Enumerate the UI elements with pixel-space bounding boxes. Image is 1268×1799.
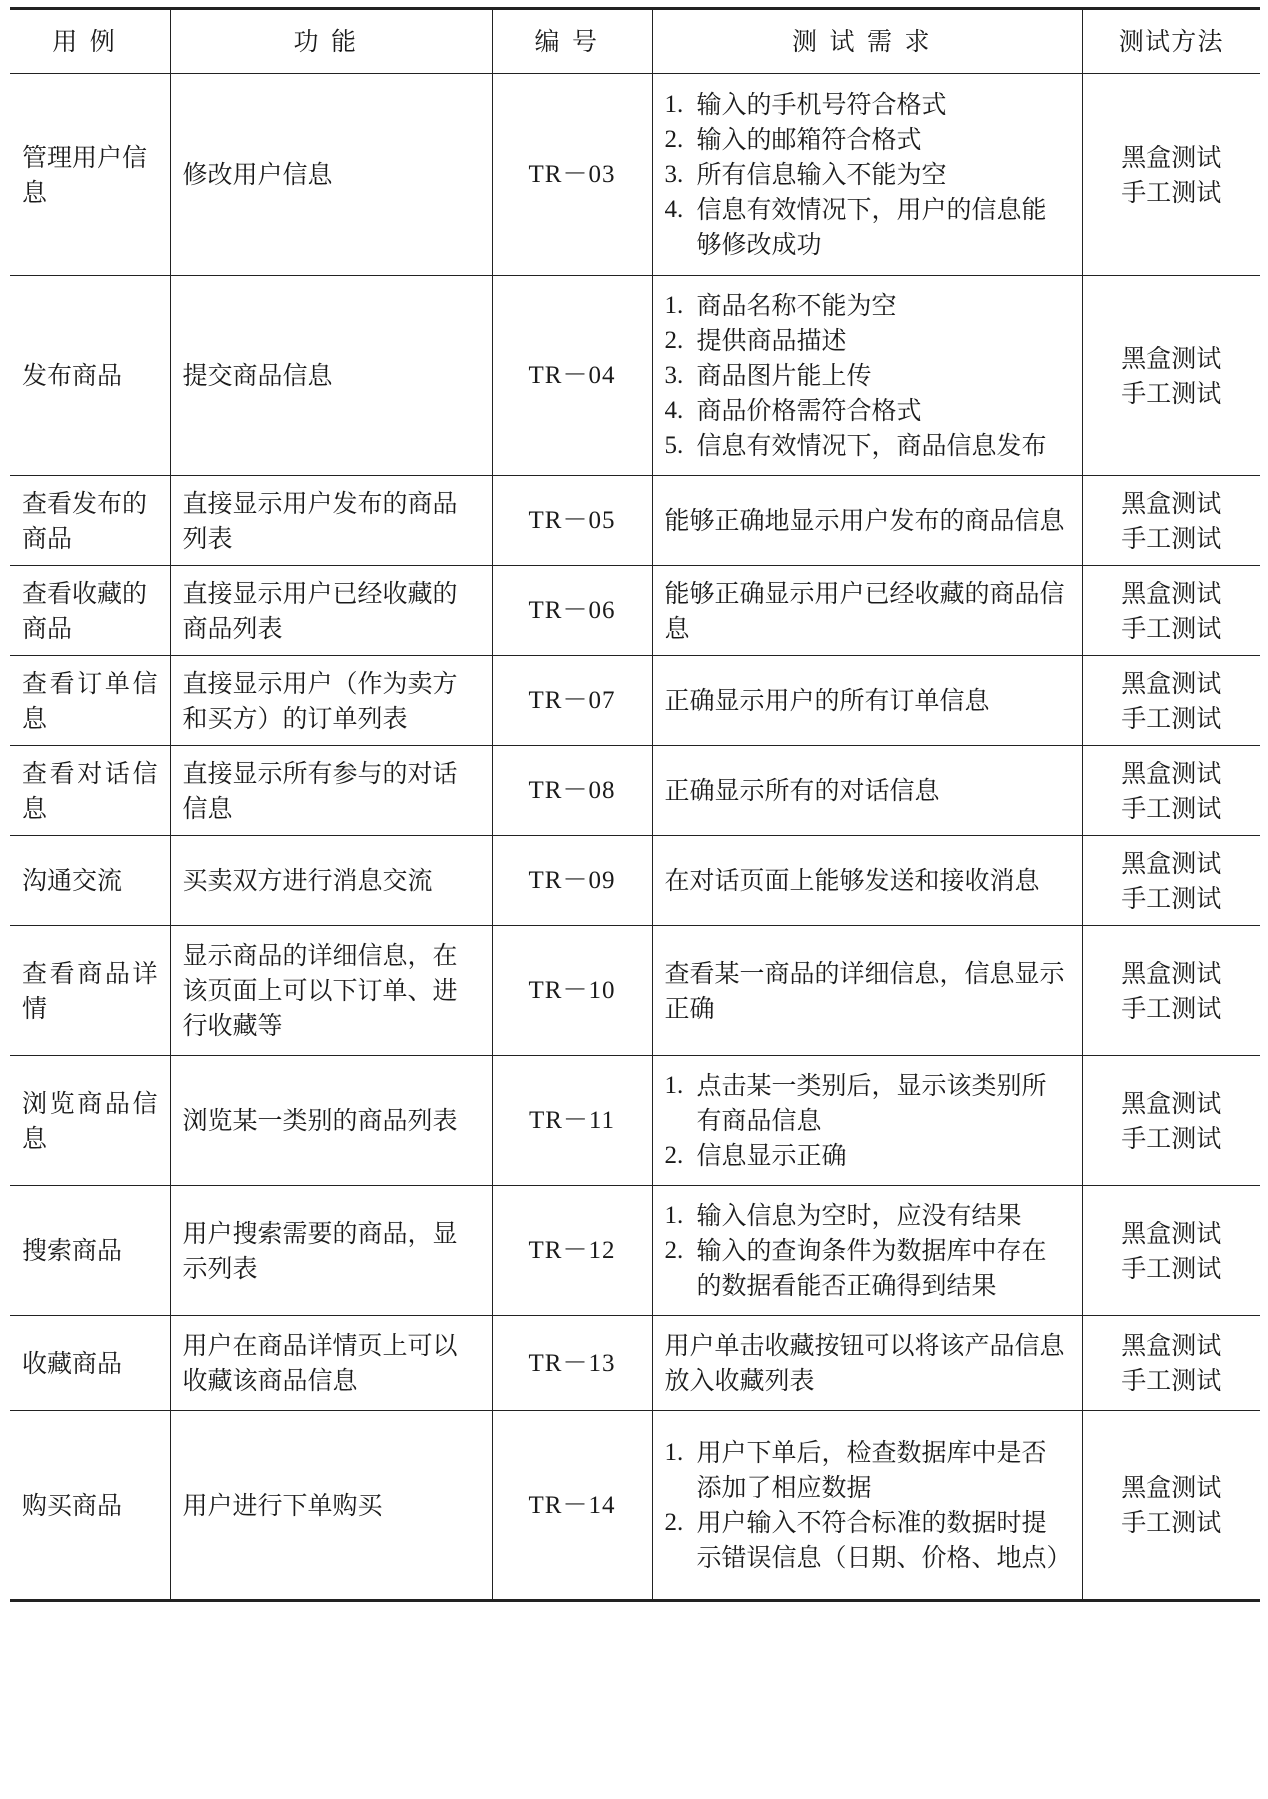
id-cell: TR－09: [492, 836, 652, 926]
case-cell: 沟通交流: [10, 836, 170, 926]
requirement-cell: 能够正确地显示用户发布的商品信息: [652, 476, 1082, 566]
requirement-text: 输入的邮箱符合格式: [696, 125, 922, 154]
header-case: 用例: [10, 9, 170, 74]
method-cell: [1082, 566, 1260, 656]
list-item: 1. 输入的手机号符合格式: [664, 90, 947, 119]
id-cell: TR－07: [492, 656, 652, 746]
method-cell: [1082, 1316, 1260, 1411]
method-text: 手工测试: [1121, 378, 1222, 408]
method-cell: [1082, 656, 1260, 746]
case-cell: 收藏商品: [10, 1316, 170, 1411]
case-cell: 查看订单信息: [10, 656, 170, 746]
method-text: 黑盒测试: [1121, 1088, 1222, 1118]
requirement-text: 点击某一类别后，显示该类别所有商品信息: [696, 1071, 1047, 1135]
requirement-cell: 正确显示用户的所有订单信息: [652, 656, 1082, 746]
id-cell: TR－05: [492, 476, 652, 566]
requirement-list: [665, 87, 1070, 262]
method-text: 手工测试: [1121, 1123, 1222, 1153]
method-text: 黑盒测试: [1121, 1473, 1222, 1502]
requirement-cell: [652, 276, 1082, 476]
case-cell: 发布商品: [10, 276, 170, 476]
table-row: [10, 1411, 1260, 1601]
requirement-cell: [652, 1411, 1082, 1601]
id-cell: TR－04: [492, 276, 652, 476]
case-cell: 浏览商品信息: [10, 1056, 170, 1186]
list-item: 2. 输入的查询条件为数据库中存在的数据看能否正确得到结果: [664, 1236, 1047, 1300]
case-cell: 管理用户信息: [10, 74, 170, 276]
requirement-list: [665, 1068, 1070, 1173]
requirement-text: 商品价格需符合格式: [696, 396, 922, 425]
method-text: 黑盒测试: [1121, 758, 1222, 788]
function-cell: 用户进行下单购买: [170, 1411, 492, 1601]
case-cell: 查看商品详情: [10, 926, 170, 1056]
method-text: 黑盒测试: [1121, 142, 1222, 172]
method-cell: [1082, 476, 1260, 566]
list-item: 2. 用户输入不符合标准的数据时提示错误信息（日期、价格、地点）: [664, 1508, 1072, 1572]
method-text: 手工测试: [1121, 703, 1222, 733]
requirement-text: 提供商品描述: [696, 326, 847, 355]
test-requirements-table: [10, 7, 1260, 1602]
method-text: 黑盒测试: [1121, 668, 1222, 698]
list-item: 3. 商品图片能上传: [664, 361, 872, 390]
function-cell: 直接显示用户发布的商品列表: [170, 476, 492, 566]
header-method: 测试方法: [1082, 9, 1260, 74]
method-text: 黑盒测试: [1121, 343, 1222, 373]
list-item: 2. 提供商品描述: [664, 326, 847, 355]
list-item: 4. 信息有效情况下，用户的信息能够修改成功: [664, 195, 1047, 259]
table-row: [10, 746, 1260, 836]
case-cell: 搜索商品: [10, 1186, 170, 1316]
id-cell: TR－06: [492, 566, 652, 656]
requirement-text: 用户输入不符合标准的数据时提示错误信息（日期、价格、地点）: [696, 1508, 1072, 1572]
requirement-text: 输入的手机号符合格式: [696, 90, 947, 119]
function-cell: 显示商品的详细信息，在该页面上可以下订单、进行收藏等: [170, 926, 492, 1056]
method-text: 黑盒测试: [1121, 488, 1222, 518]
header-requirement: 测试需求: [652, 9, 1082, 74]
table-row: [10, 656, 1260, 746]
requirement-cell: 查看某一商品的详细信息，信息显示正确: [652, 926, 1082, 1056]
function-cell: 用户搜索需要的商品，显示列表: [170, 1186, 492, 1316]
method-cell: [1082, 1186, 1260, 1316]
function-cell: 提交商品信息: [170, 276, 492, 476]
case-cell: 查看收藏的商品: [10, 566, 170, 656]
method-cell: [1082, 74, 1260, 276]
requirement-cell: 能够正确显示用户已经收藏的商品信息: [652, 566, 1082, 656]
method-text: 黑盒测试: [1121, 1218, 1222, 1248]
table-row: [10, 276, 1260, 476]
id-cell: TR－10: [492, 926, 652, 1056]
requirement-text: 信息有效情况下，用户的信息能够修改成功: [696, 195, 1047, 259]
method-cell: [1082, 926, 1260, 1056]
id-cell: TR－12: [492, 1186, 652, 1316]
id-cell: TR－13: [492, 1316, 652, 1411]
method-text: 手工测试: [1121, 793, 1222, 823]
requirement-text: 商品名称不能为空: [696, 291, 897, 320]
method-text: 黑盒测试: [1121, 848, 1222, 878]
list-item: 1. 用户下单后，检查数据库中是否添加了相应数据: [664, 1438, 1047, 1502]
function-cell: 直接显示用户（作为卖方和买方）的订单列表: [170, 656, 492, 746]
table-row: [10, 1186, 1260, 1316]
requirement-text: 输入信息为空时，应没有结果: [696, 1201, 1022, 1230]
requirement-text: 所有信息输入不能为空: [696, 160, 947, 189]
table-row: [10, 1056, 1260, 1186]
id-cell: TR－11: [492, 1056, 652, 1186]
method-text: 手工测试: [1121, 177, 1222, 207]
requirement-cell: 在对话页面上能够发送和接收消息: [652, 836, 1082, 926]
list-item: 1. 商品名称不能为空: [664, 291, 897, 320]
requirement-cell: [652, 1186, 1082, 1316]
list-item: 4. 商品价格需符合格式: [664, 396, 922, 425]
requirement-text: 用户下单后，检查数据库中是否添加了相应数据: [696, 1438, 1047, 1502]
requirement-cell: 正确显示所有的对话信息: [652, 746, 1082, 836]
method-text: 手工测试: [1121, 613, 1222, 643]
list-item: 1. 输入信息为空时，应没有结果: [664, 1201, 1022, 1230]
method-text: 手工测试: [1121, 523, 1222, 553]
method-text: 手工测试: [1121, 993, 1222, 1023]
method-text: 手工测试: [1121, 1508, 1222, 1537]
method-cell: [1082, 1056, 1260, 1186]
table-row: [10, 926, 1260, 1056]
header-function: 功能: [170, 9, 492, 74]
method-text: 黑盒测试: [1121, 578, 1222, 608]
requirement-text: 信息有效情况下，商品信息发布: [696, 431, 1047, 460]
method-cell: [1082, 836, 1260, 926]
function-cell: 直接显示所有参与的对话信息: [170, 746, 492, 836]
requirement-list: [665, 288, 1070, 463]
method-text: 黑盒测试: [1121, 958, 1222, 988]
table-row: [10, 476, 1260, 566]
requirement-cell: [652, 1056, 1082, 1186]
requirement-list: [665, 1435, 1070, 1575]
method-cell: [1082, 276, 1260, 476]
method-text: 手工测试: [1121, 883, 1222, 913]
header-row: [10, 9, 1260, 74]
list-item: 3. 所有信息输入不能为空: [664, 160, 947, 189]
case-cell: 查看对话信息: [10, 746, 170, 836]
method-cell: [1082, 746, 1260, 836]
id-cell: TR－14: [492, 1411, 652, 1601]
table-row: [10, 836, 1260, 926]
method-cell: [1082, 1411, 1260, 1601]
list-item: 5. 信息有效情况下，商品信息发布: [664, 431, 1047, 460]
id-cell: TR－03: [492, 74, 652, 276]
method-text: 手工测试: [1121, 1366, 1222, 1395]
list-item: 1. 点击某一类别后，显示该类别所有商品信息: [664, 1071, 1047, 1135]
method-text: 手工测试: [1121, 1253, 1222, 1283]
function-cell: 直接显示用户已经收藏的商品列表: [170, 566, 492, 656]
requirement-list: [665, 1198, 1070, 1303]
method-text: 黑盒测试: [1121, 1331, 1222, 1360]
requirement-text: 输入的查询条件为数据库中存在的数据看能否正确得到结果: [696, 1236, 1047, 1300]
function-cell: 用户在商品详情页上可以收藏该商品信息: [170, 1316, 492, 1411]
list-item: 2. 输入的邮箱符合格式: [664, 125, 922, 154]
requirement-cell: 用户单击收藏按钮可以将该产品信息放入收藏列表: [652, 1316, 1082, 1411]
table-row: [10, 74, 1260, 276]
function-cell: 修改用户信息: [170, 74, 492, 276]
list-item: 2. 信息显示正确: [664, 1141, 847, 1170]
case-cell: 查看发布的商品: [10, 476, 170, 566]
table-row: [10, 566, 1260, 656]
requirement-text: 信息显示正确: [696, 1141, 847, 1170]
case-cell: 购买商品: [10, 1411, 170, 1601]
id-cell: TR－08: [492, 746, 652, 836]
requirement-text: 商品图片能上传: [696, 361, 872, 390]
header-id: 编号: [492, 9, 652, 74]
table-row: [10, 1316, 1260, 1411]
requirement-cell: [652, 74, 1082, 276]
function-cell: 浏览某一类别的商品列表: [170, 1056, 492, 1186]
function-cell: 买卖双方进行消息交流: [170, 836, 492, 926]
